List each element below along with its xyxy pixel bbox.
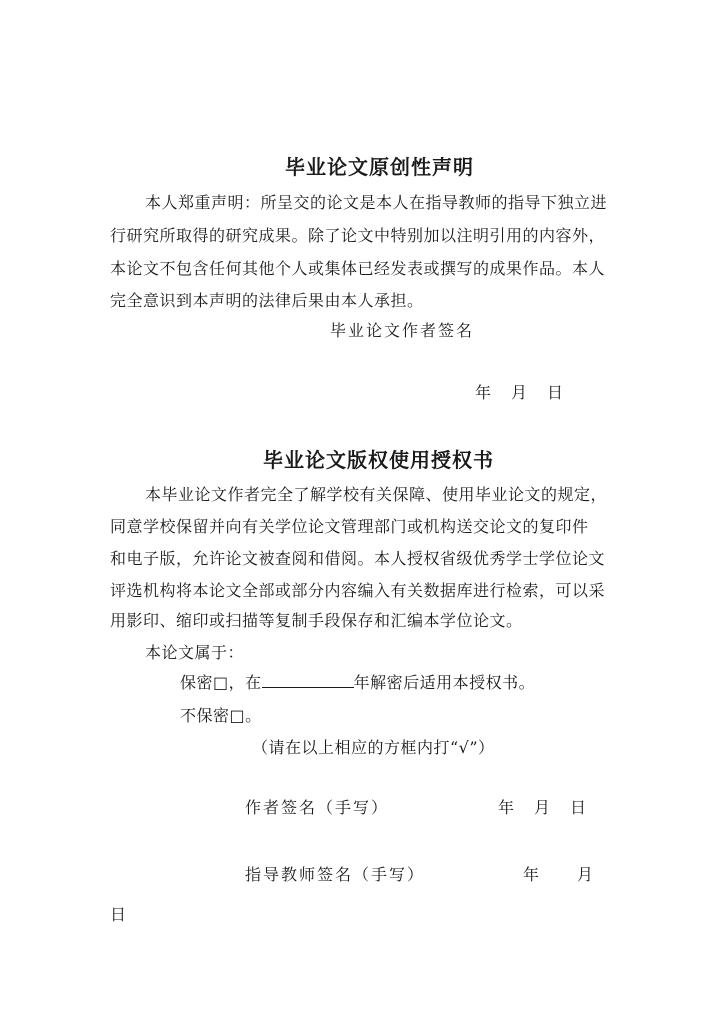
checkbox-instruction: （请在以上相应的方框内打“√”） <box>252 738 495 757</box>
authorization-line-4: 评选机构将本论文全部或部分内容编入有关数据库进行检索，可以采 <box>110 581 606 600</box>
declaration-line-4: 完全意识到本声明的法律后果由本人承担。 <box>110 291 424 310</box>
declaration-line-1: 本人郑重声明：所呈交的论文是本人在指导教师的指导下独立进 <box>145 193 608 212</box>
advisor-signature-day: 日 <box>110 905 127 924</box>
secret-suffix: 年解密后适用本授权书。 <box>353 673 536 692</box>
authorization-line-3: 和电子版，允许论文被查阅和借阅。本人授权省级优秀学士学位论文 <box>110 549 606 568</box>
secret-option <box>180 670 535 693</box>
author-signature-label: 作者签名（手写） <box>245 798 390 817</box>
authorization-line-5: 用影印、缩印或扫描等复制手段保存和汇编本学位论文。 <box>110 611 523 630</box>
advisor-signature-label: 指导教师签名（手写） <box>245 865 426 884</box>
authorization-line-2: 同意学校保留并向有关学位论文管理部门或机构送交论文的复印件 <box>110 517 589 536</box>
declaration-date: 年 月 日 <box>475 383 566 402</box>
belongs-label: 本论文属于： <box>145 643 245 662</box>
decrypt-year-blank[interactable] <box>262 671 354 688</box>
secret-prefix: 保密□，在 <box>180 673 262 692</box>
declaration-title: 毕业论文原创性声明 <box>285 155 474 179</box>
declaration-signature-label: 毕业论文作者签名 <box>330 321 475 340</box>
declaration-line-2: 行研究所取得的研究成果。除了论文中特别加以注明引用的内容外， <box>110 226 606 245</box>
declaration-line-3: 本论文不包含任何其他个人或集体已经发表或撰写的成果作品。本人 <box>110 259 606 278</box>
not-secret-option: 不保密□。 <box>180 706 262 725</box>
authorization-line-1: 本毕业论文作者完全了解学校有关保障、使用毕业论文的规定， <box>145 485 608 504</box>
advisor-signature-date: 年 月 <box>523 865 596 884</box>
authorization-title: 毕业论文版权使用授权书 <box>263 448 494 472</box>
author-signature-date: 年 月 日 <box>498 798 589 817</box>
